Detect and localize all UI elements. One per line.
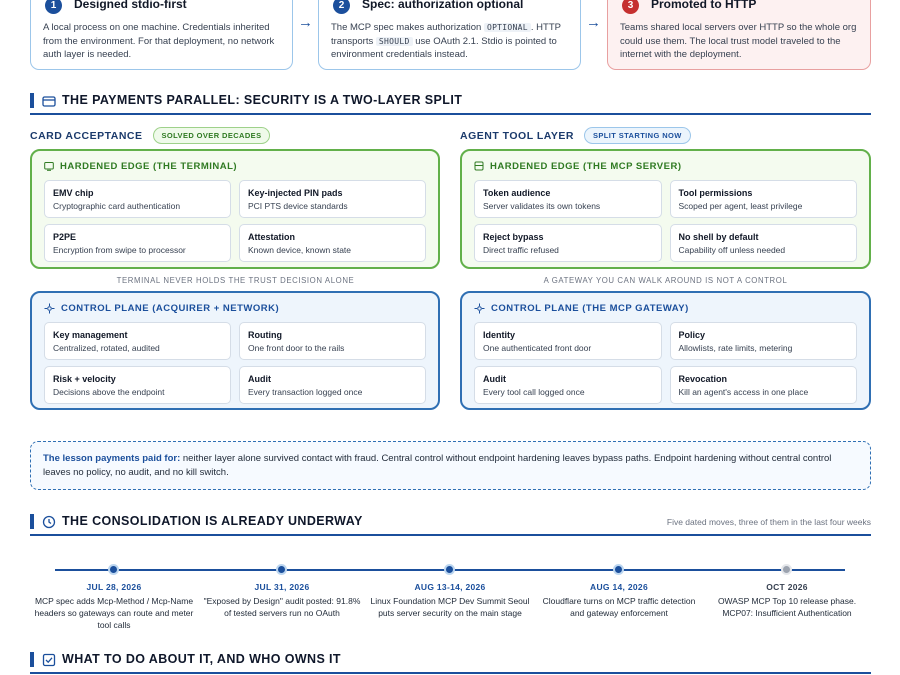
keyword-should: SHOULD [376, 37, 413, 46]
step-number-2: 2 [333, 0, 350, 14]
lesson-callout [30, 441, 871, 490]
lesson-text: neither layer alone survived contact with fraud. Central control without endpoint hardening leaves bypass paths. Endpoint hardening without central control leaves no policy, no audit, and no kill switch. [43, 453, 832, 478]
arrow-icon: → [298, 14, 313, 31]
panel-acquirer-control [30, 291, 440, 410]
feature-cell: EMV chip Cryptographic card authentication [44, 180, 231, 218]
feature-cell: Revocation Kill an agent's access in one place [670, 366, 858, 404]
column-title: CARD ACCEPTANCE [30, 129, 143, 142]
caption-right: A GATEWAY YOU CAN WALK AROUND IS NOT A CONTROL [543, 276, 788, 285]
timeline-event: AUG 13-14, 2026 Linux Foundation MCP Dev Summit Seoul puts server security on the main stage [370, 582, 530, 618]
feature-cell: Routing One front door to the rails [239, 322, 426, 360]
feature-cell: Audit Every transaction logged once [239, 366, 426, 404]
arrow-icon: → [586, 14, 601, 31]
section-subtitle: Five dated moves, three of them in the last four weeks [666, 517, 871, 527]
section-header-payments [30, 89, 871, 115]
feature-cell: Reject bypass Direct traffic refused [474, 224, 662, 262]
panel-title: CONTROL PLANE (ACQUIRER + NETWORK) [61, 302, 280, 314]
feature-cell: Identity One authenticated front door [474, 322, 662, 360]
terminal-icon [44, 161, 54, 171]
feature-cell: Risk + velocity Decisions above the endpoint [44, 366, 231, 404]
timeline-event: JUL 28, 2026 MCP spec adds Mcp-Method / Mcp-Name headers so gateways can route and meter tool calls [34, 582, 194, 630]
network-icon [474, 303, 485, 314]
column-header-left [30, 127, 270, 144]
network-icon [44, 303, 55, 314]
panel-terminal-edge [30, 149, 440, 269]
panel-title: CONTROL PLANE (THE MCP GATEWAY) [491, 302, 689, 314]
clock-icon [42, 515, 56, 529]
timeline-dot [613, 564, 624, 575]
lesson-lead: The lesson payments paid for: [43, 453, 181, 464]
step-card-1 [30, 0, 293, 70]
section-header-what-to-do [30, 648, 871, 674]
timeline-dot [276, 564, 287, 575]
feature-cell: Key-injected PIN pads PCI PTS device standards [239, 180, 426, 218]
status-badge: SPLIT STARTING NOW [584, 127, 691, 144]
column-title: AGENT TOOL LAYER [460, 129, 574, 142]
step-number-3: 3 [622, 0, 639, 14]
section-header-consolidation [30, 510, 871, 536]
step-number-1: 1 [45, 0, 62, 14]
column-header-right [460, 127, 691, 144]
feature-cell: Token audience Server validates its own tokens [474, 180, 662, 218]
panel-title: HARDENED EDGE (THE MCP SERVER) [490, 160, 682, 172]
section-title: WHAT TO DO ABOUT IT, AND WHO OWNS IT [62, 652, 341, 666]
timeline-event: OCT 2026 OWASP MCP Top 10 release phase. MCP07: Insufficient Authentication [717, 582, 857, 618]
step-card-2 [318, 0, 581, 70]
card-icon [42, 94, 56, 108]
feature-cell: Attestation Known device, known state [239, 224, 426, 262]
caption-left: TERMINAL NEVER HOLDS THE TRUST DECISION ALONE [116, 276, 355, 285]
panel-mcp-server-edge [460, 149, 871, 269]
timeline-event: AUG 14, 2026 Cloudflare turns on MCP traffic detection and gateway enforcement [542, 582, 696, 618]
step-title-1: Designed stdio-first [74, 0, 187, 11]
timeline-dot-future [781, 564, 792, 575]
step-body-2: The MCP spec makes authorization OPTIONAL . HTTP transports SHOULD use OAuth 2.1. Stdio is pointed to environment credentials instead. [331, 22, 561, 60]
feature-cell: Key management Centralized, rotated, audited [44, 322, 231, 360]
timeline-event: JUL 31, 2026 "Exposed by Design" audit posted: 91.8% of tested servers run no OAuth [203, 582, 361, 618]
timeline-dot [108, 564, 119, 575]
feature-cell: P2PE Encryption from swipe to processor [44, 224, 231, 262]
section-title: THE PAYMENTS PARALLEL: SECURITY IS A TWO-LAYER SPLIT [62, 93, 463, 107]
panel-title: HARDENED EDGE (THE TERMINAL) [60, 160, 238, 172]
server-icon [474, 161, 484, 171]
checkbox-icon [42, 653, 56, 667]
step-card-3 [607, 0, 871, 70]
step-body-3: Teams shared local servers over HTTP so the whole org could use them. The local trust model traveled to the internet with the deployment. [620, 22, 857, 60]
section-title: THE CONSOLIDATION IS ALREADY UNDERWAY [62, 514, 363, 528]
timeline-dot [444, 564, 455, 575]
step-title-2: Spec: authorization optional [362, 0, 524, 11]
feature-cell: Policy Allowlists, rate limits, metering [670, 322, 858, 360]
keyword-optional: OPTIONAL [484, 23, 531, 32]
feature-cell: Tool permissions Scoped per agent, least privilege [670, 180, 858, 218]
panel-mcp-gateway-control [460, 291, 871, 410]
feature-cell: No shell by default Capability off unless needed [670, 224, 858, 262]
step-body-1: A local process on one machine. Credentials inherited from the environment. For that deployment, no network auth layer is needed. [43, 22, 275, 60]
feature-cell: Audit Every tool call logged once [474, 366, 662, 404]
step-title-3: Promoted to HTTP [651, 0, 757, 11]
status-badge: SOLVED OVER DECADES [153, 127, 271, 144]
